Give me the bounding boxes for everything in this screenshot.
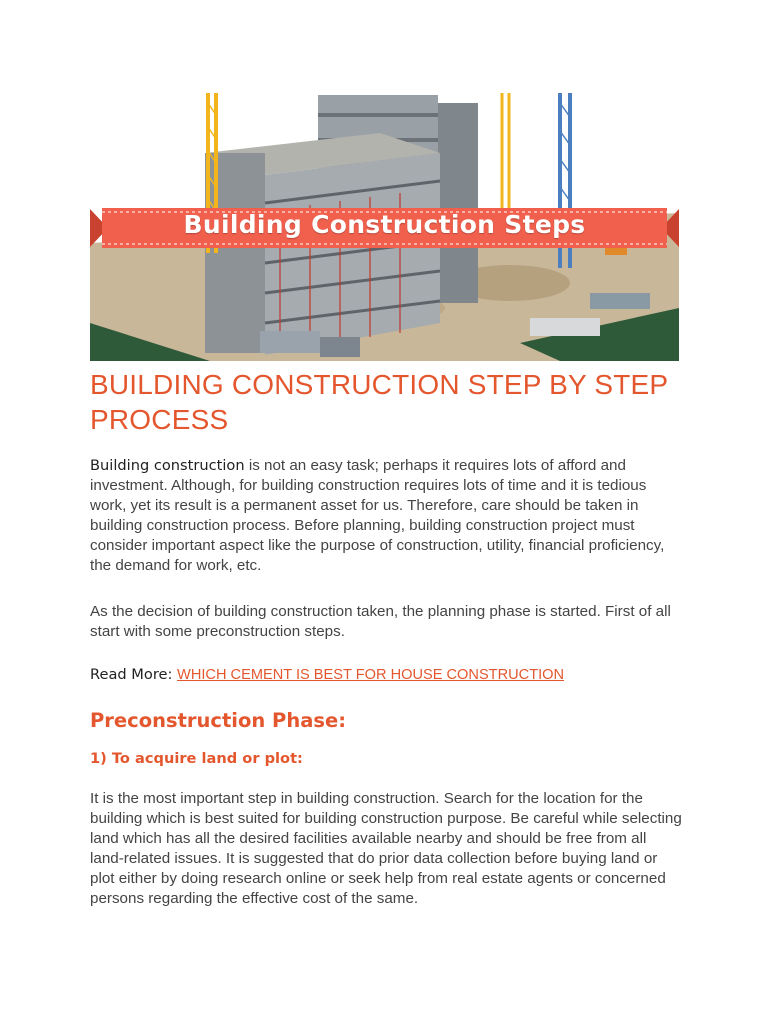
- step-acquire-land-paragraph: It is the most important step in building construction. Search for the location for the building which is best suited for building construction purpose. Be careful while selecting land which has all the desired facilities available nearby and should be free from all land-related issues. It is suggested that do prior data collection before buying land or plot either by doing research online or seek help from real estate agents or concerned persons regarding the effective cost of the same.: [90, 790, 682, 907]
- intro-body-text: is not an easy task; perhaps it requires lots of afford and investment. Although, for building construction requires lots of time and it is tedious work, yet its result is a permanent asset for us. Therefore, care should be taken in building construction process. Before planning, building construction project must consider important aspect like the purpose of construction, utility, financial proficiency, the demand for work, etc.: [90, 457, 665, 574]
- decision-paragraph: As the decision of building construction taken, the planning phase is started. First of all start with some preconstruction steps.: [90, 603, 671, 640]
- intro-lead-text: Building construction: [90, 457, 245, 474]
- banner-title: Building Construction Steps: [183, 209, 586, 239]
- step-heading-acquire-land: 1) To acquire land or plot:: [90, 750, 303, 767]
- intro-paragraph: [90, 456, 682, 576]
- read-more-label: Read More:: [90, 666, 178, 683]
- page-title: BUILDING CONSTRUCTION STEP BY STEP PROCESS: [90, 369, 668, 435]
- read-more-link[interactable]: WHICH CEMENT IS BEST FOR HOUSE CONSTRUCTION: [177, 667, 565, 683]
- hero-image: [90, 93, 679, 361]
- read-more-line: [90, 665, 564, 685]
- section-heading-preconstruction: Preconstruction Phase:: [90, 709, 346, 732]
